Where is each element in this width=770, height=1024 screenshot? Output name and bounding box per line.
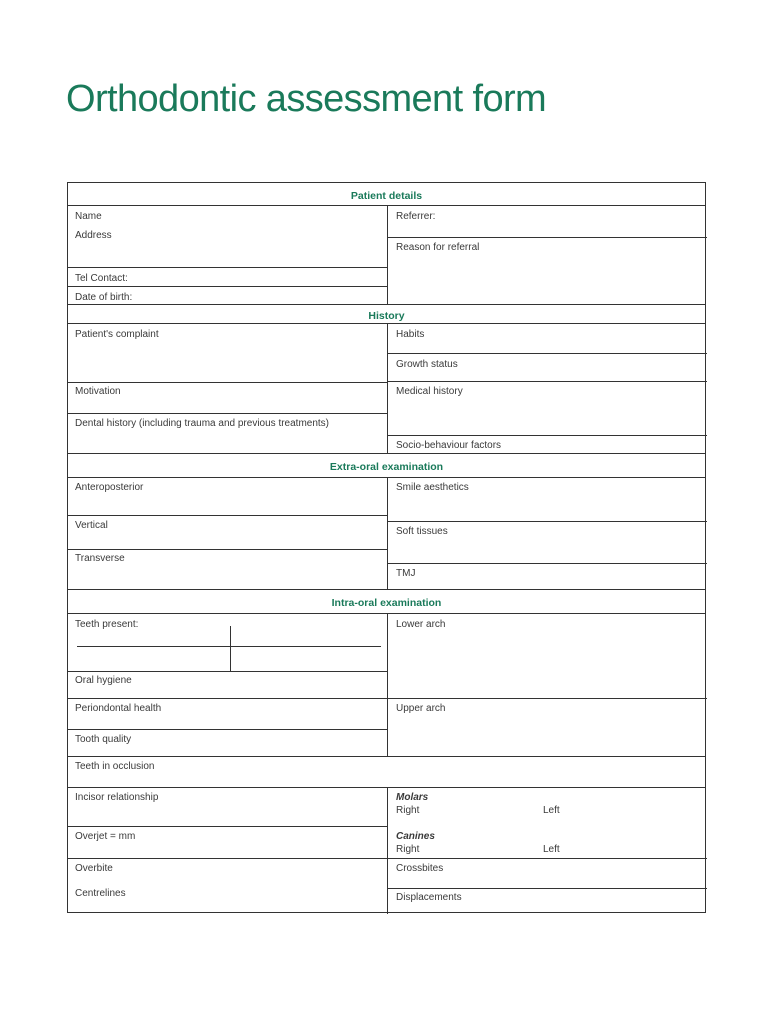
vertical-field[interactable]: Vertical (75, 520, 108, 531)
section-heading-patient-details: Patient details (350, 190, 423, 202)
canines-left-field[interactable]: Left (543, 844, 560, 855)
line (388, 237, 707, 238)
anteroposterior-field[interactable]: Anteroposterior (75, 482, 144, 493)
history-divider (68, 304, 705, 305)
line (388, 381, 707, 382)
line (68, 698, 388, 699)
teeth-grid-vertical (230, 626, 231, 671)
line (388, 698, 707, 699)
soft-tissues-field[interactable]: Soft tissues (396, 526, 448, 537)
tmj-field[interactable]: TMJ (396, 568, 416, 579)
habits-field[interactable]: Habits (396, 329, 425, 340)
line (68, 413, 388, 414)
smile-aesthetics-field[interactable]: Smile aesthetics (396, 482, 469, 493)
line (68, 729, 388, 730)
transverse-field[interactable]: Transverse (75, 553, 125, 564)
growth-status-field[interactable]: Growth status (396, 359, 458, 370)
line (388, 858, 707, 859)
section-heading-extra-oral: Extra-oral examination (329, 461, 444, 473)
molars-label: Molars (396, 792, 429, 803)
crossbites-field[interactable]: Crossbites (396, 863, 444, 874)
date-of-birth-field[interactable]: Date of birth: (75, 292, 133, 303)
assessment-form (67, 182, 706, 913)
teeth-grid-horizontal (77, 646, 381, 647)
overjet-field[interactable]: Overjet = mm (75, 831, 136, 842)
line (388, 563, 707, 564)
extra-oral-column-divider (387, 477, 388, 589)
name-field[interactable]: Name (75, 211, 102, 222)
occlusion-column-divider (387, 787, 388, 914)
overbite-field[interactable]: Overbite (75, 863, 113, 874)
reason-for-referral-field[interactable]: Reason for referral (396, 242, 480, 253)
line (388, 521, 707, 522)
line (68, 671, 388, 672)
medical-history-field[interactable]: Medical history (396, 386, 463, 397)
line (68, 515, 388, 516)
canines-right-field[interactable]: Right (396, 844, 420, 855)
line (68, 858, 388, 859)
centrelines-field[interactable]: Centrelines (75, 888, 126, 899)
intra-oral-divider (68, 589, 705, 590)
occlusion-divider (68, 756, 705, 757)
section-heading-intra-oral: Intra-oral examination (331, 597, 442, 609)
lower-arch-field[interactable]: Lower arch (396, 619, 446, 630)
displacements-field[interactable]: Displacements (396, 892, 462, 903)
canines-label: Canines (396, 831, 435, 842)
periodontal-health-field[interactable]: Periondontal health (75, 703, 162, 714)
line (388, 353, 707, 354)
molars-left-field[interactable]: Left (543, 805, 560, 816)
line (388, 435, 707, 436)
line (68, 549, 388, 550)
upper-arch-field[interactable]: Upper arch (396, 703, 446, 714)
address-field[interactable]: Address (75, 230, 112, 241)
line (68, 267, 388, 268)
teeth-in-occlusion-field[interactable]: Teeth in occlusion (75, 761, 155, 772)
referrer-field[interactable]: Referrer: (396, 211, 436, 222)
tooth-quality-field[interactable]: Tooth quality (75, 734, 132, 745)
line (388, 888, 707, 889)
motivation-field[interactable]: Motivation (75, 386, 121, 397)
line (68, 286, 388, 287)
page-title: Orthodontic assessment form (66, 78, 547, 120)
extra-oral-divider (68, 453, 705, 454)
intra-oral-column-divider (387, 613, 388, 756)
incisor-relationship-field[interactable]: Incisor relationship (75, 792, 159, 803)
history-column-divider (387, 323, 388, 453)
oral-hygiene-field[interactable]: Oral hygiene (75, 675, 132, 686)
line (68, 826, 388, 827)
socio-behaviour-field[interactable]: Socio-behaviour factors (396, 440, 502, 451)
patients-complaint-field[interactable]: Patient's complaint (75, 329, 159, 340)
line (68, 382, 388, 383)
tel-contact-field[interactable]: Tel Contact: (75, 273, 128, 284)
molars-right-field[interactable]: Right (396, 805, 420, 816)
section-heading-history: History (368, 310, 405, 322)
patient-details-column-divider (387, 205, 388, 304)
teeth-present-field[interactable]: Teeth present: (75, 619, 139, 630)
dental-history-field[interactable]: Dental history (including trauma and previous treatments) (75, 418, 330, 429)
